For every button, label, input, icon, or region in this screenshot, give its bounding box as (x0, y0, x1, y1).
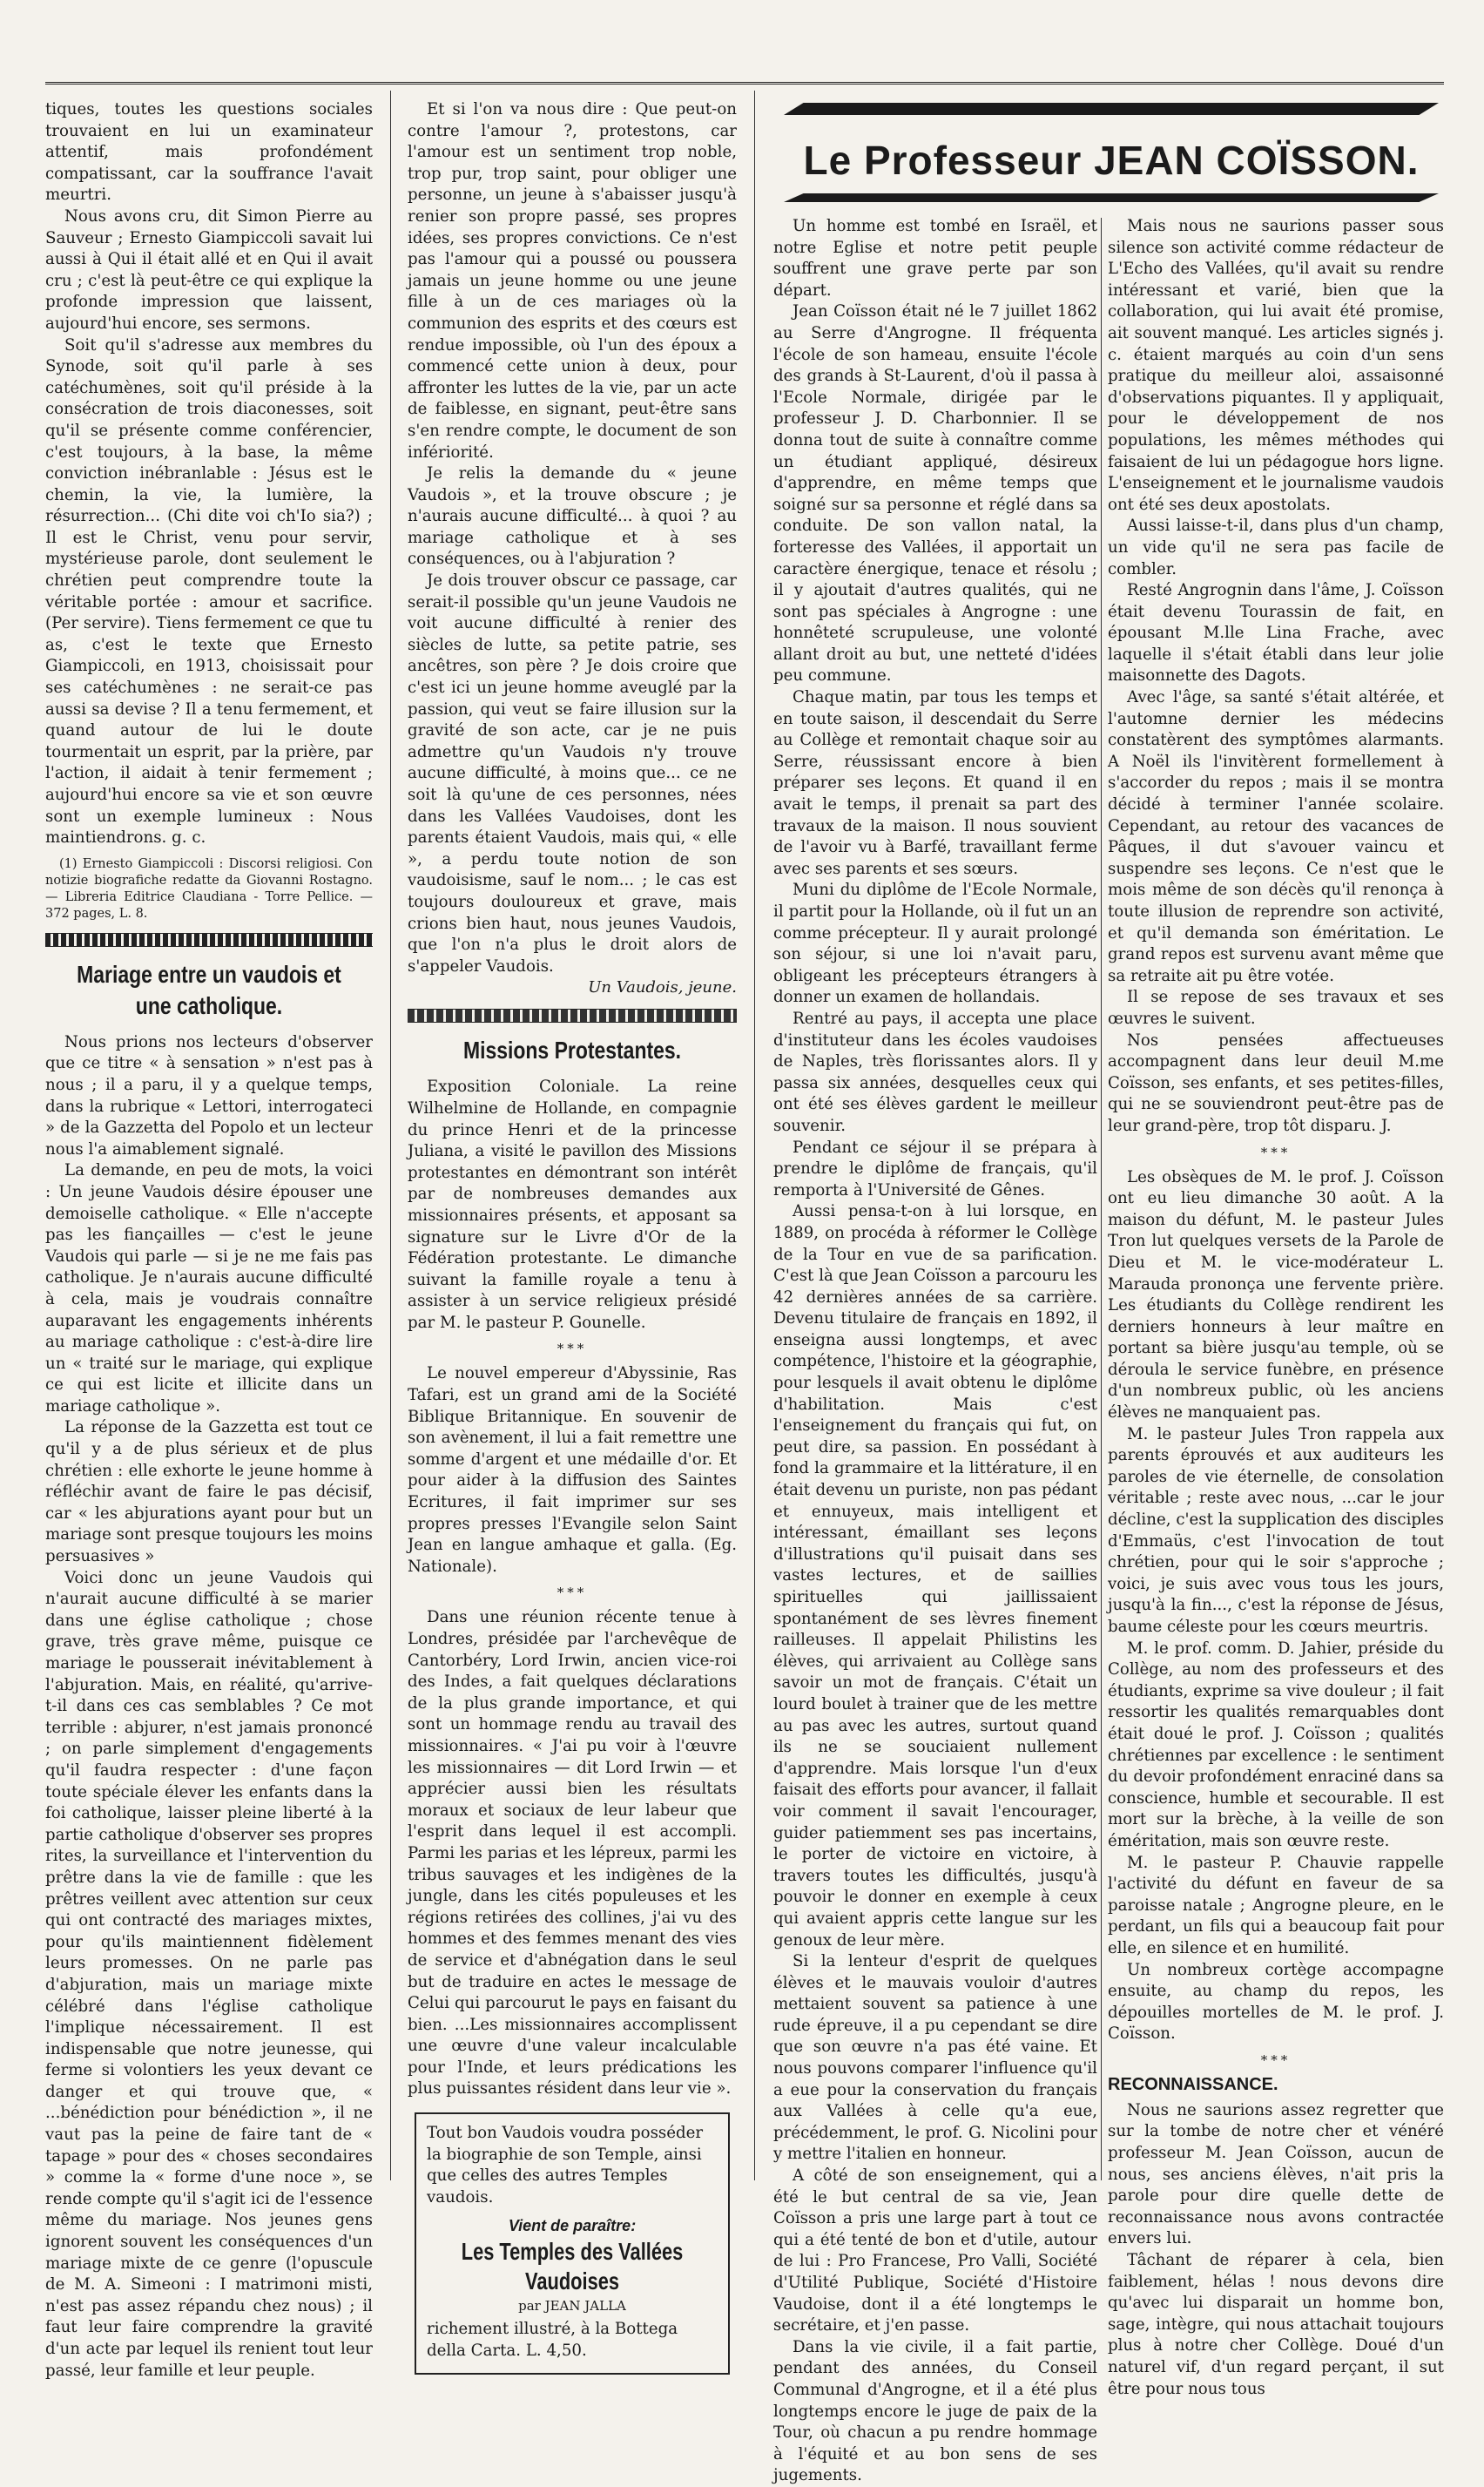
footnote: (1) Ernesto Giampiccoli : Discorsi religiosi. Con notizie biografiche redatte da Giovanni Rostagno. — Libreria Editrice Claudiana - Torre Pellice. — 372 pages, L. 8. (45, 856, 373, 921)
paragraph: Muni du diplôme de l'Ecole Normale, il partit pour la Hollande, où il fut un an comme précepteur. Il y aurait prolongé son séjour, si une loi n'avait paru, obligeant les précepteurs étrangers à donner un examen de hollandais. (773, 881, 1097, 1007)
signature: Un Vaudois, jeune. (588, 978, 737, 997)
ad-text: Tout bon Vaudois voudra posséder la biographie de son Temple, ainsi que celles des autres Temples vaudois. (427, 2124, 704, 2207)
paragraph: Voici donc un jeune Vaudois qui n'aurait aucune difficulté à se marier dans une église catholique ; chose grave, très grave même, puisque ce mariage le pousserait inévitablement à l'abjuration. Mais, en réalité, qu'arrive-t-il dans ces cas semblables ? Ce mot terrible : abjurer, n'est jamais prononcé ; on parle simplement d'engagements qu'il faudra respecter : d'une façon toute spéciale élever les enfants dans la foi catholique, laisser pleine liberté à la partie catholique d'observer ses propres rites, la surveillance et l'intervention du prêtre dans la vie de famille : que les prêtres veillent avec attention sur ceux qui ont contracté des mariages mixtes, pour qu'ils maintiennent fidèlement leurs promesses. On ne parle pas d'abjuration, mais un mariage mixte célébré dans l'église catholique l'implique nécessairement. Il est indispensable que notre jeunesse, qui ferme si volontiers les yeux devant ce danger et qui trouve que, « ...bénédiction pour bénédiction », il ne vaut pas la peine de faire tant de « tapage » pour des « choses secondaires » comme la « forme d'une noce », se rende compte qu'il s'agit ici de l'essence même du mariage. Nos jeunes gens ignorent souvent les conséquences d'un mariage mixte de ce genre (l'opuscule de M. A. Simeoni : I matrimoni misti, n'est pas assez répandu chez nous) ; il faut leur faire comprendre la gravité d'un acte par lequel ils renient tout leur passé, leur famille et leur peuple. (45, 1568, 373, 2380)
column-rule (754, 91, 755, 2180)
column-3 (773, 216, 1097, 2485)
paragraph: Soit qu'il s'adresse aux membres du Synode, soit qu'il parle à ses catéchumènes, soit qu'il préside à la consécration de trois diaconesses, soit qu'il se présente comme conférencier, c'est toujours, à la base, la même conviction inébranlable : Jésus est le chemin, la vie, la lumière, la résurrection... (Chi dite voi ch'Io sia?) ; Il est le Christ, venu pour servir, mystérieuse parole, dont seulement le chrétien peut comprendre toute la véritable portée : amour et sacrifice. (Per servire). Tiens fermement ce que tu as, c'est le texte que Ernesto Giampiccoli, en 1913, choisissait pour ses catéchumènes : ne serait-ce pas aussi sa devise ? Il a tenu fermement, et quand autour de lui le doute tourmentait un esprit, par la prière, par l'action, il aidait à tenir fermement ; aujourd'hui encore sa vie et son œuvre sont un exemple lumineux : Nous maintiendrons. g. c. (45, 335, 373, 848)
paragraph: tiques, toutes les questions sociales trouvaient en lui un examinateur attentif, mais profondément compatissant, car la souffrance l'avait meurtri. (45, 100, 373, 205)
advertisement-box (415, 2112, 730, 2375)
paragraph: M. le pasteur P. Chauvie rappelle l'activité du défunt en faveur de sa paroisse natale ; Angrogne pleure, en le perdant, un fils qui a beaucoup fait pour elle, en silence et en humilité. (1108, 1853, 1444, 1957)
paragraph: Chaque matin, par tous les temps et en toute saison, il descendait du Serre au Collège et remontait chaque soir au Serre, réussissant encore à bien préparer ses leçons. Et quand il en avait le temps, il prenait sa part des travaux de la maison. Il nous souvient de l'avoir vu à Barfé, travaillant ferme avec ses parents et ses sœurs. (773, 688, 1097, 878)
ad-book-title: Les Temples des Vallées Vaudoises (461, 2238, 684, 2295)
paragraph: Je dois trouver obscur ce passage, car serait-il possible qu'un jeune Vaudois ne voit aucune difficulté à renier des siècles de lutte, sa petite patrie, ses ancêtres, son père ? Je dois croire que c'est ici un jeune homme aveuglé par la passion, qui veut se faire illusion sur la gravité de son acte, car je ne puis admettre qu'un Vaudois n'y trouve aucune difficulté, à moins que... ce ne soit là qu'une de ces personnes, nées dans les Vallées Vaudoises, dont les parents étaient Vaudois, mais qui, « elle », a perdu toute notion de son vaudoisisme, sauf le nom... ; le cas est toujours douloureux et grave, mais crions bien haut, nous jeunes Vaudois, que l'on n'a plus le droit alors de s'appeler Vaudois. (408, 571, 737, 976)
paragraph: Avec l'âge, sa santé s'était altérée, et l'automne dernier les médecins constatèrent des symptômes alarmants. A Noël ils l'invitèrent formellement à s'accorder du repos ; mais il se montra décidé à terminer l'année scolaire. Cependant, au retour des vacances de Pâques, il dut s'avouer vaincu et suspendre ses leçons. Ce n'est que le mois même de son décès qu'il renonça à toute illusion de reprendre son activité, et qu'il demanda son éméritation. Le grand repos est survenu avant même que sa retraite ait pu être votée. (1108, 688, 1444, 985)
paragraph: Exposition Coloniale. La reine Wilhelmine de Hollande, en compagnie du prince Henri et de la princesse Juliana, a visité le pavillon des Missions protestantes en démontrant son intérêt par de nombreuses demandes aux missionnaires présents, et apposant sa signature sur le Livre d'Or de la Fédération protestante. Le dimanche suivant la famille royale a tenu à assister à un service religieux présidé par M. le pasteur P. Gounelle. (408, 1078, 737, 1332)
headline-bar (784, 193, 1439, 202)
paragraph: Si la lenteur d'esprit de quelques élèves et le mauvais vouloir d'autres mettaient souvent sa patience à une rude épreuve, il a pu cependant se dire que son œuvre n'a pas été vaine. Et nous pouvons comparer l'influence qu'il a eue pour la conservation du français aux Vallées à celle qu'a eue, précédemment, le prof. G. Nicolini pour y mettre l'italien en honneur. (773, 1952, 1097, 2164)
paragraph: Je relis la demande du « jeune Vaudois », et la trouve obscure ; je n'aurais aucune difficulté... à quoi ? au mariage catholique et à ses conséquences, ou à l'abjuration ? (408, 464, 737, 569)
paragraph: Resté Angrognin dans l'âme, J. Coïsson était devenu Tourassin de fait, en épousant M.lle Lina Frache, avec laquelle il s'était établi dans leur jolie maisonnette des Dagots. (1108, 581, 1444, 686)
headline-bar (784, 103, 1439, 115)
paragraph: Le nouvel empereur d'Abyssinie, Ras Tafari, est un grand ami de la Société Biblique Britannique. En souvenir de son avènement, il lui a fait remettre une somme d'argent et une médaille d'or. Et pour aider à la diffusion des Saintes Ecritures, il fait imprimer sur ses propres presses l'Evangile selon Saint Jean en langue amhaque et galla. (Eg. Nationale). (408, 1364, 737, 1576)
paragraph: M. le prof. comm. D. Jahier, préside du Collège, au nom des professeurs et des étudiants, exprime sa vive douleur ; il fait ressortir les qualités remarquables dont était doué le prof. J. Coïsson ; qualités chrétiennes par excellence : le sentiment du devoir profondément enraciné dans sa conscience, humble et secourable. Il est mort sur la brèche, à la veille de son éméritation, mais son œuvre reste. (1108, 1639, 1444, 1850)
ad-author: par JEAN JALLA (518, 2298, 626, 2315)
paragraph: Aussi laisse-t-il, dans plus d'un champ, un vide qu'il ne sera pas facile de combler. (1108, 517, 1444, 578)
paragraph: Mais nous ne saurions passer sous silence son activité comme rédacteur de L'Echo des Vallées, qu'il avait su rendre intéressant et varié, bien que la collaboration, qui lui avait été promise, ait souvent manqué. Les articles signés j. c. étaient marqués au coin d'un sens pratique du meilleur aloi, assaisonné d'observations piquantes. Il y appliquait, pour le développement de nos populations, les mêmes méthodes qui faisaient de lui un pédagogue hors ligne. L'enseignement et le journalisme vaudois ont été ses deux apostolats. (1108, 217, 1444, 514)
paragraph: Les obsèques de M. le prof. J. Coïsson ont eu lieu dimanche 30 août. A la maison du défunt, M. le pasteur Jules Tron lut quelques versets de la Parole de Dieu et M. le vice-modérateur L. Marauda prononça une fervente prière. Les étudiants du Collège rendirent les derniers honneurs à leur maître en portant sa bière jusqu'au temple, où se déroula le service funèbre, en présence d'un nombreux public, où les anciens élèves ne manquaient pas. (1108, 1167, 1444, 1423)
column-rule (1101, 218, 1102, 2180)
column-rule (390, 91, 391, 2180)
main-headline-block (784, 103, 1439, 209)
paragraph: Dans la vie civile, il a fait partie, pendant des années, du Conseil Communal d'Angrogne, et il a été plus longtemps encore le juge de paix de la Tour, où chacun a pu rendre hommage à l'équité et au bon sens de ses jugements. (773, 2337, 1097, 2485)
column-1 (45, 99, 373, 2380)
ornament-divider (45, 933, 373, 947)
paragraph: Jean Coïsson était né le 7 juillet 1862 au Serre d'Angrogne. Il fréquenta l'école de son hameau, ensuite l'école des grands à St-Laurent, d'où il passa à l'Ecole Normale, dirigée par le professeur J. D. Charbonnier. Il se donna tout de suite à connaître comme un étudiant appliqué, désireux d'apprendre, en même temps que soigné sur sa personne et réglé dans sa conduite. De son vallon natal, la forteresse des Vallées, il apportait un caractère énergique, tenace et résolu ; il y ajoutait d'autres qualités, qui ne sont pas spéciales à Angrogne : une honnêteté scrupuleuse, une volonté allant droit au but, une netteté d'idées peu commune. (773, 302, 1097, 686)
paragraph: Dans une réunion récente tenue à Londres, présidée par l'archevêque de Cantorbéry, Lord Irwin, ancien vice-roi des Indes, a fait quelques déclarations de la plus grande importance, et qui sont un hommage rendu au travail des missionnaires. « J'ai pu voir à l'œuvre les missionnaires — dit Lord Irwin — et apprécier aussi bien les résultats moraux et sociaux de leur labeur que l'esprit dans lequel il est accompli. Parmi les parias et les lépreux, parmi les tribus sauvages et les indigènes de la jungle, dans les cités populeuses et les régions retirées des collines, j'ai vu des hommes et des femmes menant des vies de service et d'abnégation dans le seul but de traduire en actes le message de Celui qui parcourut le pays en faisant du bien. ...Les missionnaires accomplissent une œuvre d'une valeur incalculable pour l'Inde, et leurs prédications les plus puissantes résident dans leur vie ». (408, 1608, 737, 2098)
paragraph: La demande, en peu de mots, la voici : Un jeune Vaudois désire épouser une demoiselle catholique. « Elle n'accepte pas les fiançailles — c'est le jeune Vaudois qui parle — si je ne me fais pas catholique. Je n'aurais aucune difficulté à cela, mais je voudrais connaître auparavant les engagements inhérents au mariage catholique : c'est-à-dire lire un « traité sur le mariage, qui explique ce qui est licite et illicite dans un mariage catholique ». (45, 1161, 373, 1416)
paragraph: Nos pensées affectueuses accompagnent dans leur deuil M.me Coïsson, ses enfants, et ses petites-filles, qui ne se souviendront peut-être pas de leur grand-père, trop tôt disparu. J. (1108, 1031, 1444, 1135)
article-title-missions: Missions Protestantes. (462, 1037, 682, 1064)
top-rule (45, 82, 1444, 84)
paragraph: Nous prions nos lecteurs d'observer que ce titre « à sensation » n'est pas à nous ; il a paru, il y a quelque temps, dans la rubrique « Lettori, interrogateci » de la Gazzetta del Popolo et un lecteur nous l'a aimablement signalé. (45, 1032, 373, 1159)
paragraph: La réponse de la Gazzetta est tout ce qu'il y a de plus sérieux et de plus chrétien : elle exhorte le jeune homme à réfléchir avant de faire le pas décisif, car « les abjurations ayant pour but un mariage sont presque toujours les moins persuasives » (45, 1418, 373, 1566)
ad-details: richement illustré, à la Bottega della Carta. L. 4,50. (427, 2320, 678, 2361)
section-stars: *** (556, 1341, 588, 1357)
paragraph: Et si l'on va nous dire : Que peut-on contre l'amour ?, protestons, car l'amour est un sentiment trop noble, trop pur, trop saint, pour obliger une personne, un jeune à s'abaisser jusqu'à renier son propre passé, ses propres idées, ses propres convictions. Ce n'est pas l'amour qui a poussé ou poussera jamais un jeune homme ou une jeune fille à un de ces mariages où la communion des esprits et des cœurs est rendue impossible, où l'un des époux a commencé cette union à deux, pour affronter les luttes de la vie, par un acte de faiblesse, en signant, peut-être sans s'en rendre compte, le document de son infériorité. (408, 100, 737, 462)
article-title-mariage: Mariage entre un vaudois et une catholique. (77, 960, 341, 1019)
paragraph: Un homme est tombé en Israël, et notre Eglise et notre petit peuple souffrent une grave perte par son départ. (773, 217, 1097, 300)
paragraph: Nous ne saurions assez regretter que sur la tombe de notre cher et vénéré professeur M. Jean Coïsson, aucun de nous, ses anciens élèves, n'ait pris la parole pour dire quelle dette de reconnaissance nous avons contractée envers lui. (1108, 2100, 1444, 2248)
paragraph: Un nombreux cortège accompagne ensuite, au champ du repos, les dépouilles mortelles de M. le prof. J. Coïsson. (1108, 1960, 1444, 2044)
paragraph: Tâchant de réparer à cela, bien faiblement, hélas ! nous devons dire qu'avec lui disparait un homme bon, sage, intègre, qui nous attachait toujours plus à notre cher Collège. Doué d'un naturel vif, d'un regard perçant, il sut être pour nous tous (1108, 2251, 1444, 2398)
paragraph: Rentré au pays, il accepta une place d'instituteur dans les écoles vaudoises de Naples, très florissantes alors. Il y passa six années, desquelles ceux qui ont été ses élèves gardent le meilleur souvenir. (773, 1009, 1097, 1135)
paragraph: Il se repose de ses travaux et ses œuvres le suivent. (1108, 988, 1444, 1028)
paragraph: Pendant ce séjour il se prépara à prendre le diplôme de français, qu'il remporta à l'Université de Gênes. (773, 1138, 1097, 1200)
ornament-divider (408, 1009, 737, 1023)
paragraph: Aussi pensa-t-on à lui lorsque, en 1889, on procéda à réformer le Collège de la Tour en vue de sa parification. C'est là que Jean Coïsson a parcouru les 42 dernières années de sa carrière. Devenu titulaire de français en 1892, il enseigna aussi longtemps, et avec compétence, l'histoire et la géographie, pour lesquels il avait obtenu le diplôme d'habilitation. Mais c'est l'enseignement du français qui fut, on peut dire, sa passion. En possédant à fond la grammaire et la littérature, il en était devenu un puriste, non pas pédant et ennuyeux, mais intelligent et intéressant, émaillant ses leçons d'illustrations qu'il puisait dans ses vastes lectures, et de saillies spirituelles qui jaillissaient spontanément de ses lèvres finement railleuses. Il appelait Philistins les élèves, qui arrivaient au Collège sans savoir un mot de français. C'était un lourd boulet à trainer que de les mettre au pas avec les autres, surtout quand ils ne se souciaient nullement d'apprendre. Mais lorsque l'un d'eux faisait des efforts pour avancer, il fallait voir comment il savait l'encourager, guider patiemment ses pas incertains, le porter de victoire en victoire, à travers toutes les difficultés, jusqu'à pouvoir le donner en exemple à ceux qui avaient appris cette langue sur les genoux de leur mère. (773, 1202, 1097, 1950)
main-title: Le Professeur JEAN COÏSSON. (803, 138, 1420, 183)
paragraph: A côté de son enseignement, qui a été le but central de sa vie, Jean Coïsson a pris une large part à tout ce qui a été tenté de bon et d'utile, autour de lui : Pro Francese, Pro Valli, Société d'Utilité Publique, Société d'Histoire Vaudoise, dont il a été longtemps le secrétaire, et j'en passe. (773, 2166, 1097, 2335)
column-4 (1108, 216, 1444, 2398)
paragraph: Nous avons cru, dit Simon Pierre au Sauveur ; Ernesto Giampiccoli savait lui aussi à Qui il était allé et en Qui il avait cru ; c'est là peut-être ce qui explique la profonde impression que laissent, aujourd'hui encore, ses sermons. (45, 206, 373, 333)
section-stars: *** (1260, 1144, 1292, 1160)
ad-caption: Vient de paraître: (508, 2217, 637, 2235)
section-stars: *** (556, 1585, 588, 1601)
column-2 (408, 99, 737, 2361)
section-title-reconnaissance: RECONNAISSANCE. (1108, 2074, 1278, 2094)
section-stars: *** (1260, 2051, 1292, 2068)
paragraph: M. le pasteur Jules Tron rappela aux parents éprouvés et aux auditeurs les paroles de vie éternelle, de consolation véritable ; reste avec nous, ...car le jour décline, c'est la supplication des disciples d'Emmaüs, c'est l'invocation de tout chrétien, pour qui le soir s'approche ; voici, je suis avec vous tous les jours, jusqu'à la fin..., c'est la réponse de Jésus, baume céleste pour les cœurs meurtris. (1108, 1424, 1444, 1636)
